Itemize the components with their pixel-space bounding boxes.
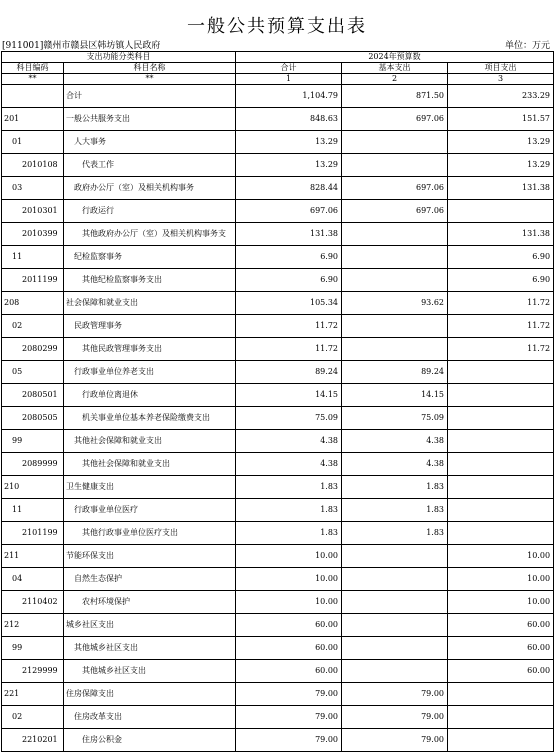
row-code: 2080299 <box>2 338 64 361</box>
row-code: 2011199 <box>2 269 64 292</box>
row-basic: 4.38 <box>342 430 448 453</box>
row-basic: 871.50 <box>342 85 448 108</box>
row-code: 99 <box>2 430 64 453</box>
row-total: 89.24 <box>236 361 342 384</box>
row-basic <box>342 131 448 154</box>
table-row <box>2 614 554 637</box>
row-basic: 93.62 <box>342 292 448 315</box>
row-code: 04 <box>2 568 64 591</box>
row-total: 1.83 <box>236 522 342 545</box>
row-total: 79.00 <box>236 706 342 729</box>
row-total: 6.90 <box>236 269 342 292</box>
row-name: 机关事业单位基本养老保险缴费支出 <box>64 407 236 430</box>
row-project: 60.00 <box>448 614 554 637</box>
table-row <box>2 591 554 614</box>
table-row <box>2 683 554 706</box>
table-row <box>2 407 554 430</box>
row-name: 行政事业单位养老支出 <box>64 361 236 384</box>
row-name: 行政运行 <box>64 200 236 223</box>
row-total: 60.00 <box>236 614 342 637</box>
row-project: 13.29 <box>448 154 554 177</box>
row-total: 4.38 <box>236 430 342 453</box>
row-name: 人大事务 <box>64 131 236 154</box>
row-total: 14.15 <box>236 384 342 407</box>
row-project <box>448 476 554 499</box>
row-project: 13.29 <box>448 131 554 154</box>
row-name: 行政事业单位医疗 <box>64 499 236 522</box>
header-basic: 基本支出 <box>342 63 448 74</box>
row-code: 05 <box>2 361 64 384</box>
row-name: 其他社会保障和就业支出 <box>64 453 236 476</box>
row-name: 纪检监察事务 <box>64 246 236 269</box>
row-code: 2089999 <box>2 453 64 476</box>
row-project: 151.57 <box>448 108 554 131</box>
row-basic: 1.83 <box>342 522 448 545</box>
row-basic <box>342 269 448 292</box>
row-code: 221 <box>2 683 64 706</box>
row-total: 11.72 <box>236 338 342 361</box>
row-code: 2210201 <box>2 729 64 752</box>
header-group-function: 支出功能分类科目 <box>2 52 236 63</box>
row-total: 10.00 <box>236 545 342 568</box>
row-basic <box>342 660 448 683</box>
row-project: 10.00 <box>448 591 554 614</box>
row-code: 02 <box>2 315 64 338</box>
row-project <box>448 453 554 476</box>
row-project: 11.72 <box>448 292 554 315</box>
row-code <box>2 85 64 108</box>
header-group-budget: 2024年预算数 <box>236 52 554 63</box>
row-code: 02 <box>2 706 64 729</box>
row-project: 233.29 <box>448 85 554 108</box>
row-basic: 79.00 <box>342 683 448 706</box>
row-name: 民政管理事务 <box>64 315 236 338</box>
row-project <box>448 683 554 706</box>
row-project <box>448 499 554 522</box>
row-name: 代表工作 <box>64 154 236 177</box>
row-project: 11.72 <box>448 315 554 338</box>
table-row <box>2 223 554 246</box>
row-code: 208 <box>2 292 64 315</box>
row-project <box>448 407 554 430</box>
row-project <box>448 522 554 545</box>
table-row <box>2 177 554 200</box>
row-code: 2010399 <box>2 223 64 246</box>
row-total: 6.90 <box>236 246 342 269</box>
row-basic: 79.00 <box>342 729 448 752</box>
row-basic <box>342 568 448 591</box>
header-num-2: 2 <box>342 74 448 85</box>
row-basic: 89.24 <box>342 361 448 384</box>
header-num-1: 1 <box>236 74 342 85</box>
row-project: 60.00 <box>448 660 554 683</box>
row-basic: 14.15 <box>342 384 448 407</box>
row-project <box>448 384 554 407</box>
row-name: 社会保障和就业支出 <box>64 292 236 315</box>
table-row <box>2 361 554 384</box>
row-project: 11.72 <box>448 338 554 361</box>
row-basic: 4.38 <box>342 453 448 476</box>
header-total: 合计 <box>236 63 342 74</box>
row-total: 1,104.79 <box>236 85 342 108</box>
table-row <box>2 729 554 752</box>
row-code: 01 <box>2 131 64 154</box>
row-basic: 79.00 <box>342 706 448 729</box>
table-row <box>2 660 554 683</box>
row-code: 11 <box>2 499 64 522</box>
row-code: 2010108 <box>2 154 64 177</box>
row-name: 其他民政管理事务支出 <box>64 338 236 361</box>
row-basic <box>342 246 448 269</box>
table-row <box>2 246 554 269</box>
row-project: 131.38 <box>448 223 554 246</box>
header-mark-name: ** <box>64 74 236 85</box>
row-project <box>448 729 554 752</box>
row-project: 60.00 <box>448 637 554 660</box>
row-total: 697.06 <box>236 200 342 223</box>
row-basic: 75.09 <box>342 407 448 430</box>
header-name: 科目名称 <box>64 63 236 74</box>
row-name: 合计 <box>64 85 236 108</box>
row-total: 1.83 <box>236 499 342 522</box>
row-basic <box>342 223 448 246</box>
row-name: 节能环保支出 <box>64 545 236 568</box>
table-row <box>2 108 554 131</box>
page-title: 一般公共预算支出表 <box>187 16 367 37</box>
row-basic <box>342 315 448 338</box>
row-code: 2080501 <box>2 384 64 407</box>
row-basic <box>342 338 448 361</box>
row-name: 其他城乡社区支出 <box>64 637 236 660</box>
row-basic: 1.83 <box>342 499 448 522</box>
row-name: 住房保障支出 <box>64 683 236 706</box>
table-row <box>2 637 554 660</box>
table-row <box>2 568 554 591</box>
row-code: 211 <box>2 545 64 568</box>
row-name: 住房公积金 <box>64 729 236 752</box>
row-basic <box>342 154 448 177</box>
row-code: 212 <box>2 614 64 637</box>
row-total: 828.44 <box>236 177 342 200</box>
row-code: 2101199 <box>2 522 64 545</box>
row-project <box>448 361 554 384</box>
table-row <box>2 85 554 108</box>
row-total: 75.09 <box>236 407 342 430</box>
row-total: 848.63 <box>236 108 342 131</box>
row-code: 2110402 <box>2 591 64 614</box>
table-row <box>2 384 554 407</box>
row-basic <box>342 591 448 614</box>
table-row <box>2 200 554 223</box>
row-basic <box>342 614 448 637</box>
table-row <box>2 269 554 292</box>
table-row <box>2 499 554 522</box>
row-total: 10.00 <box>236 591 342 614</box>
row-project: 10.00 <box>448 545 554 568</box>
row-project <box>448 430 554 453</box>
row-total: 4.38 <box>236 453 342 476</box>
table-row <box>2 522 554 545</box>
table-row <box>2 131 554 154</box>
row-project: 131.38 <box>448 177 554 200</box>
row-project <box>448 200 554 223</box>
row-basic: 1.83 <box>342 476 448 499</box>
row-total: 79.00 <box>236 729 342 752</box>
row-basic <box>342 637 448 660</box>
row-code: 03 <box>2 177 64 200</box>
row-total: 10.00 <box>236 568 342 591</box>
row-code: 11 <box>2 246 64 269</box>
row-code: 201 <box>2 108 64 131</box>
row-total: 13.29 <box>236 131 342 154</box>
row-name: 其他行政事业单位医疗支出 <box>64 522 236 545</box>
table-row <box>2 453 554 476</box>
table-row <box>2 315 554 338</box>
table-row <box>2 706 554 729</box>
unit-label: 单位：万元 <box>504 41 550 51</box>
header-project: 项目支出 <box>448 63 554 74</box>
row-basic: 697.06 <box>342 200 448 223</box>
row-name: 政府办公厅（室）及相关机构事务 <box>64 177 236 200</box>
table-row <box>2 476 554 499</box>
row-name: 其他社会保障和就业支出 <box>64 430 236 453</box>
row-name: 行政单位离退休 <box>64 384 236 407</box>
row-name: 其他纪检监察事务支出 <box>64 269 236 292</box>
header-num-3: 3 <box>448 74 554 85</box>
organization-name: [911001]赣州市赣县区韩坊镇人民政府 <box>2 41 161 51</box>
row-total: 13.29 <box>236 154 342 177</box>
row-code: 99 <box>2 637 64 660</box>
row-total: 60.00 <box>236 637 342 660</box>
row-total: 1.83 <box>236 476 342 499</box>
row-basic <box>342 545 448 568</box>
row-code: 210 <box>2 476 64 499</box>
table-row <box>2 154 554 177</box>
table-row <box>2 292 554 315</box>
row-total: 60.00 <box>236 660 342 683</box>
row-basic: 697.06 <box>342 108 448 131</box>
row-name: 一般公共服务支出 <box>64 108 236 131</box>
row-total: 131.38 <box>236 223 342 246</box>
row-project <box>448 706 554 729</box>
row-code: 2010301 <box>2 200 64 223</box>
row-project: 10.00 <box>448 568 554 591</box>
row-name: 城乡社区支出 <box>64 614 236 637</box>
table-row <box>2 545 554 568</box>
row-name: 其他政府办公厅（室）及相关机构事务支 <box>64 223 236 246</box>
row-code: 2080505 <box>2 407 64 430</box>
row-code: 2129999 <box>2 660 64 683</box>
row-total: 11.72 <box>236 315 342 338</box>
row-name: 住房改革支出 <box>64 706 236 729</box>
header-mark-code: ** <box>2 74 64 85</box>
row-total: 79.00 <box>236 683 342 706</box>
row-total: 105.34 <box>236 292 342 315</box>
header-code: 科目编码 <box>2 63 64 74</box>
budget-table <box>1 51 554 752</box>
table-row <box>2 338 554 361</box>
row-project: 6.90 <box>448 246 554 269</box>
row-name: 其他城乡社区支出 <box>64 660 236 683</box>
row-name: 农村环境保护 <box>64 591 236 614</box>
row-project: 6.90 <box>448 269 554 292</box>
row-basic: 697.06 <box>342 177 448 200</box>
row-name: 卫生健康支出 <box>64 476 236 499</box>
table-row <box>2 430 554 453</box>
row-name: 自然生态保护 <box>64 568 236 591</box>
